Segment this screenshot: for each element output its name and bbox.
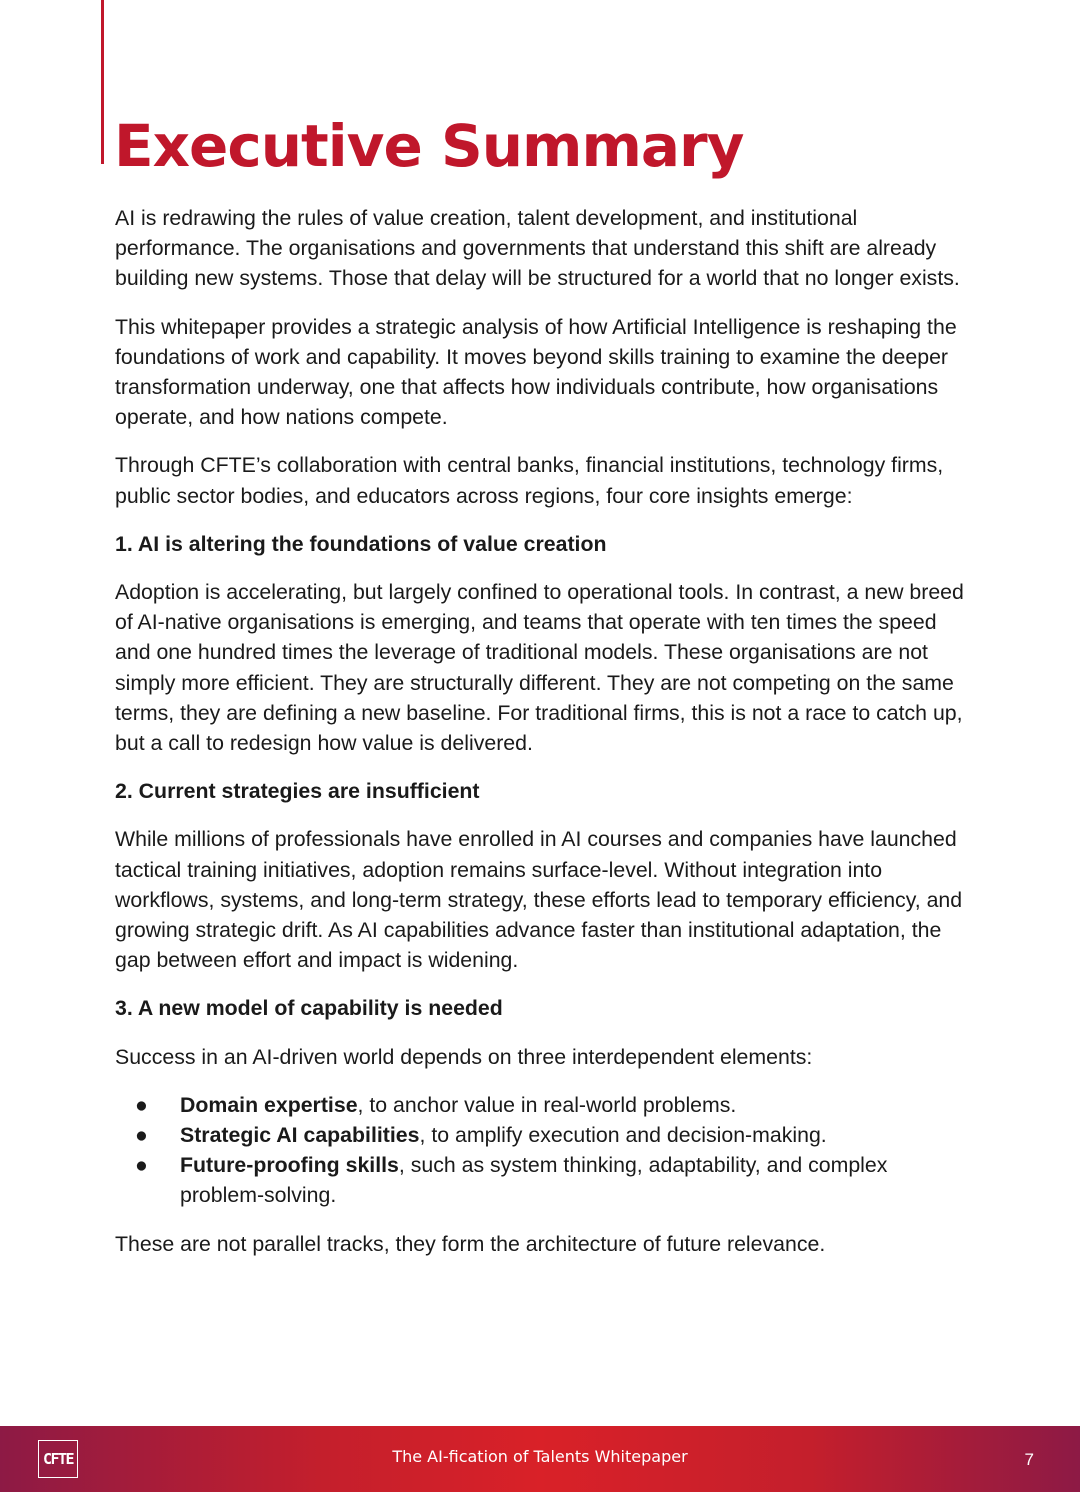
list-item [115, 1090, 975, 1120]
insight-heading: 3. A new model of capability is needed [115, 996, 503, 1021]
bullet-bold: Future-proofing skills [180, 1153, 399, 1178]
insight-body: Success in an AI-driven world depends on three interdependent elements: [115, 1044, 813, 1069]
page-number: 7 [1024, 1450, 1034, 1469]
bullet-bold: Domain expertise [180, 1092, 358, 1117]
bullet-text: , such as system thinking, adaptability, and complex problem-solving. [180, 1153, 888, 1208]
insight-heading: 2. Current strategies are insufficient [115, 779, 480, 804]
insight-heading: 1. AI is altering the foundations of value creation [115, 531, 607, 556]
paragraph: Through CFTE’s collaboration with central banks, financial institutions, technology firms, public sector bodies, and educators across regions, four core insights emerge: [115, 453, 944, 508]
bullet-list [115, 1090, 975, 1211]
list-item [115, 1120, 975, 1150]
bullet-icon: ● [135, 1092, 148, 1117]
bullet-icon: ● [135, 1153, 148, 1178]
page-title: Executive Summary [114, 112, 744, 180]
cfte-logo: CFTE [38, 1440, 78, 1478]
paragraph: AI is redrawing the rules of value creation, talent development, and institutional performance. The organisations and governments that understand this shift are already building new systems. Those that delay will be structured for a world that no longer exists. [115, 206, 960, 291]
paragraph: This whitepaper provides a strategic analysis of how Artificial Intelligence is reshaping the foundations of work and capability. It moves beyond skills training to examine the deeper transformation underway, one that affects how individuals contribute, how organisations operate, and how nations compete. [115, 314, 957, 430]
footer [0, 1426, 1080, 1492]
insight-body: Adoption is accelerating, but largely confined to operational tools. In contrast, a new breed of AI-native organisations is emerging, and teams that operate with ten times the speed and one hundred times the leverage of traditional models. These organisations are not simply more efficient. They are structurally different. They are not competing on the same terms, they are defining a new baseline. For traditional firms, this is not a race to catch up, but a call to redesign how value is delivered. [115, 580, 964, 756]
closing-paragraph: These are not parallel tracks, they form the architecture of future relevance. [115, 1231, 826, 1256]
bullet-text: , to anchor value in real-world problems. [357, 1092, 737, 1117]
bullet-icon: ● [135, 1123, 148, 1148]
insight-body: While millions of professionals have enrolled in AI courses and companies have launched tactical training initiatives, adoption remains surface-level. Without integration into workflows, systems, and long-term strategy, these efforts lead to temporary efficiency, and growing strategic drift. As AI capabilities advance faster than institutional adaptation, the gap between effort and impact is widening. [115, 827, 963, 973]
footer-title: The AI-fication of Talents Whitepaper [392, 1447, 688, 1466]
bullet-text: , to amplify execution and decision-making. [419, 1123, 827, 1148]
accent-line [101, 0, 104, 164]
body-content [115, 203, 975, 1277]
list-item [115, 1150, 975, 1210]
bullet-bold: Strategic AI capabilities [180, 1123, 420, 1148]
